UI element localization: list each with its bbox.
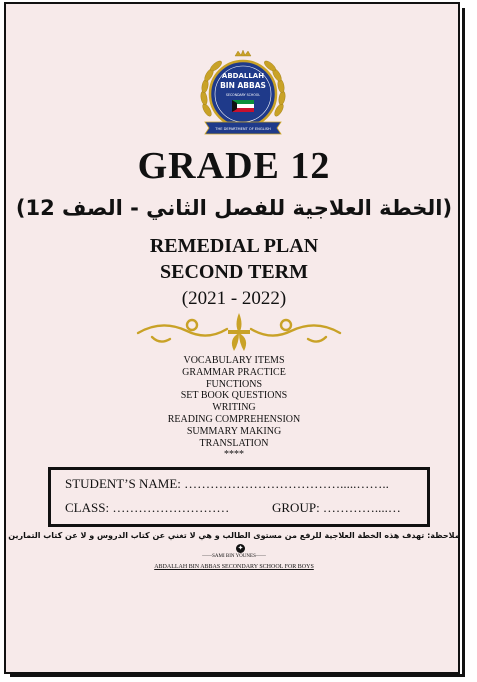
svg-text:ABDALLAH: ABDALLAH xyxy=(221,72,265,80)
topic-item: VOCABULARY ITEMS xyxy=(183,355,285,366)
star-mark-icon: ✦ xyxy=(237,544,244,552)
topic-item: **** xyxy=(224,449,244,461)
plan-title: REMEDIAL PLAN xyxy=(149,235,319,257)
topics-list xyxy=(6,355,462,461)
class-field[interactable]: CLASS: ……………………… xyxy=(65,500,230,515)
topic-item: READING COMPREHENSION xyxy=(167,413,301,425)
arabic-note: ملاحظة: تهدف هذه الخطة العلاجية للرفع من مستوى الطالب و هي لا تغني عن كتاب الدروس و لا عن كتاب التمارين xyxy=(8,531,460,540)
student-info-box xyxy=(48,467,430,527)
term-title: SECOND TERM xyxy=(160,261,308,283)
topic-item: TRANSLATION xyxy=(199,437,269,449)
student-name-field[interactable]: STUDENT’S NAME: ……………………………….....…….. xyxy=(65,476,389,491)
ornament-divider-icon xyxy=(132,309,346,355)
page-shadow-right xyxy=(462,8,465,676)
arabic-title: (الخطة العلاجية للفصل الثاني - الصف 12) xyxy=(15,196,453,220)
academic-years: (2021 - 2022) xyxy=(181,288,287,309)
group-field[interactable]: GROUP: …………....… xyxy=(272,500,401,515)
crown-icon xyxy=(235,50,251,56)
page-shadow-bottom xyxy=(10,674,465,677)
topic-item: SET BOOK QUESTIONS xyxy=(180,390,288,402)
topic-item: SUMMARY MAKING xyxy=(186,425,282,437)
document-page xyxy=(4,2,460,674)
svg-text:THE DEPARTMENT OF ENGLISH: THE DEPARTMENT OF ENGLISH xyxy=(215,127,271,131)
author-credit: ——SAMI BIN YOUNES—— xyxy=(202,554,266,559)
svg-text:SECONDARY SCHOOL: SECONDARY SCHOOL xyxy=(225,93,261,97)
school-logo xyxy=(197,48,289,140)
school-name: ABDALLAH BIN ABBAS SECONDARY SCHOOL FOR BOYS xyxy=(154,564,314,570)
topic-item: GRAMMAR PRACTICE xyxy=(182,366,286,378)
grade-title: GRADE 12 xyxy=(137,145,331,187)
topic-item: WRITING xyxy=(212,402,256,414)
svg-text:BIN ABBAS: BIN ABBAS xyxy=(220,81,266,90)
topic-item: FUNCTIONS xyxy=(205,378,263,390)
kuwait-flag-icon xyxy=(232,100,254,112)
